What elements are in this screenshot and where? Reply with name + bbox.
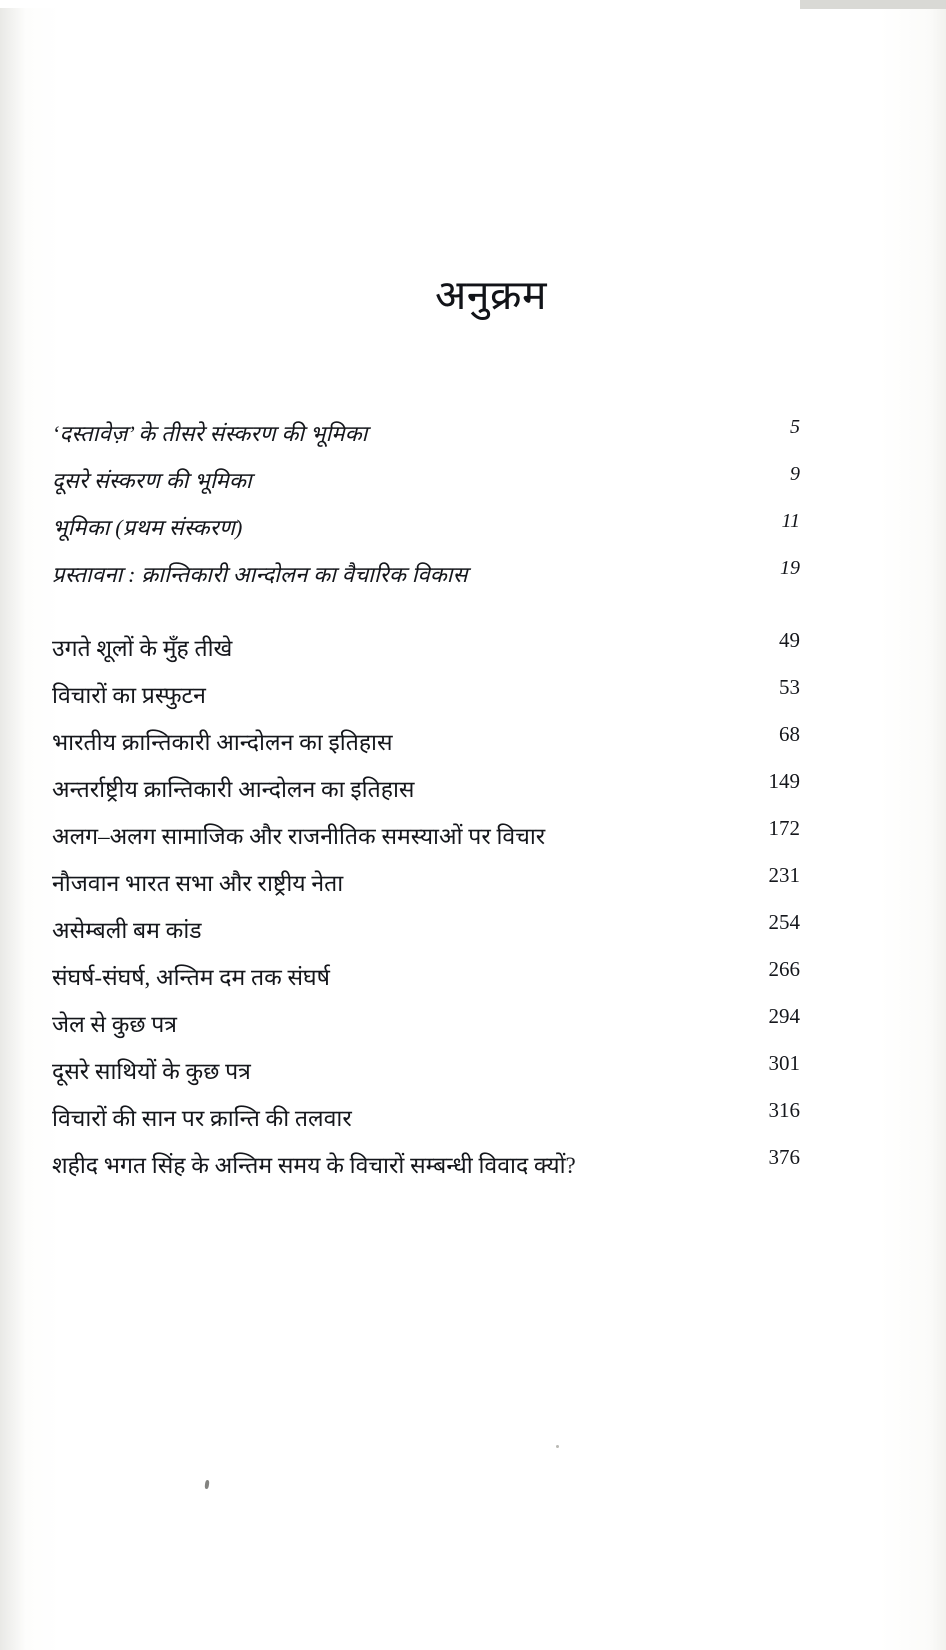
toc-entry-label: विचारों की सान पर क्रान्ति की तलवार [52,1106,352,1132]
toc-entry-page-number: 49 [779,627,800,652]
toc-entry-label: नौजवान भारत सभा और राष्ट्रीय नेता [52,871,344,897]
front-matter-list [0,404,946,592]
toc-row[interactable] [0,451,946,498]
toc-entry-page-number: 376 [768,1144,800,1169]
toc-entry-label: दूसरे साथियों के कुछ पत्र [52,1059,251,1085]
toc-entry-page-number: 53 [779,674,800,699]
toc-row[interactable] [0,761,946,808]
toc-entry-label: अन्तर्राष्ट्रीय क्रान्तिकारी आन्दोलन का इतिहास [52,777,415,803]
toc-row[interactable] [0,714,946,761]
toc-entry-label: विचारों का प्रस्फुटन [52,683,206,709]
toc-entry-label: उगते शूलों के मुँह तीखे [52,636,233,662]
toc-entry-page-number: 19 [780,557,800,579]
toc-entry-page-number: 316 [768,1097,800,1122]
toc-row[interactable] [0,1043,946,1090]
toc-row[interactable] [0,404,946,451]
toc-row[interactable] [0,996,946,1043]
toc-entry-label: शहीद भगत सिंह के अन्तिम समय के विचारों सम्बन्धी विवाद क्यों? [52,1153,576,1179]
toc-entry-page-number: 9 [790,463,800,485]
toc-entry-label: असेम्बली बम कांड [52,918,202,944]
scan-artifact-speck [204,1480,209,1489]
toc-entry-page-number: 5 [790,416,800,438]
scan-artifact-dot [556,1445,559,1448]
toc-row[interactable] [0,545,946,592]
toc-entry-page-number: 68 [779,721,800,746]
toc-row[interactable] [0,808,946,855]
toc-row[interactable] [0,855,946,902]
toc-entry-page-number: 11 [781,510,800,532]
toc-entry-page-number: 254 [768,909,800,934]
toc-row[interactable] [0,902,946,949]
toc-entry-page-number: 294 [768,1003,800,1028]
toc-row[interactable] [0,1090,946,1137]
toc-entry-label: भूमिका (प्रथम संस्करण) [52,514,243,540]
toc-entry-label: भारतीय क्रान्तिकारी आन्दोलन का इतिहास [52,730,393,756]
toc-entry-label: अलग–अलग सामाजिक और राजनीतिक समस्याओं पर विचार [52,824,546,850]
toc-entry-label: दूसरे संस्करण की भूमिका [52,467,252,493]
toc-entry-page-number: 266 [768,956,800,981]
toc-row[interactable] [0,949,946,996]
toc-entry-label: संघर्ष-संघर्ष, अन्तिम दम तक संघर्ष [52,965,330,991]
toc-row[interactable] [0,620,946,667]
toc-entry-page-number: 172 [768,815,800,840]
toc-entry-page-number: 231 [768,862,800,887]
toc-row[interactable] [0,1137,946,1184]
chapter-list [0,620,946,1184]
toc-entry-page-number: 149 [768,768,800,793]
toc-row[interactable] [0,498,946,545]
toc-entry-label: प्रस्तावना : क्रान्तिकारी आन्दोलन का वैचारिक विकास [52,561,468,587]
toc-entry-label: ‘दस्तावेज़’ के तीसरे संस्करण की भूमिका [52,420,368,446]
page-title: अनुक्रम [434,272,548,318]
toc-entry-page-number: 301 [768,1050,800,1075]
toc-entry-label: जेल से कुछ पत्र [52,1012,178,1038]
toc-row[interactable] [0,667,946,714]
